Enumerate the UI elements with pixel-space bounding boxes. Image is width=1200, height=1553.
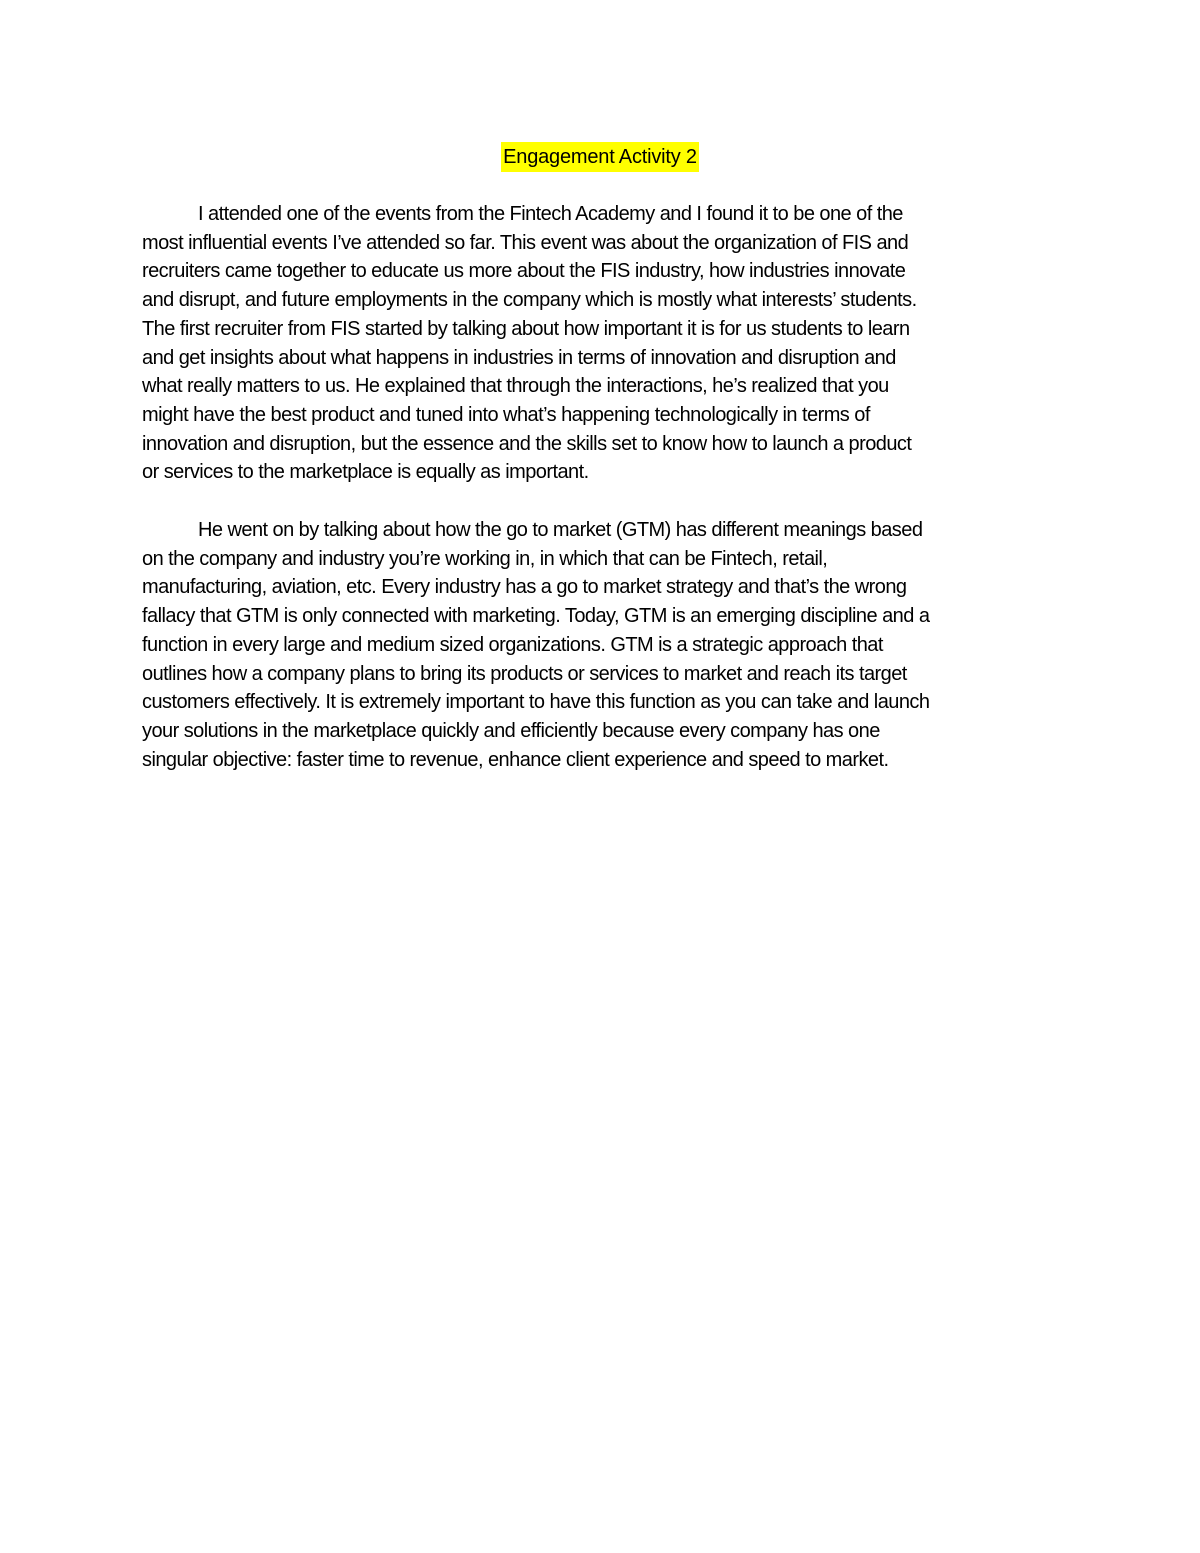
paragraph-line: recruiters came together to educate us more about the FIS industry, how industries innovate (142, 260, 906, 283)
paragraph-line: innovation and disruption, but the essence and the skills set to know how to launch a product (142, 432, 912, 455)
paragraph-line: He went on by talking about how the go to market (GTM) has different meanings based (198, 519, 923, 541)
paragraph-line: and disrupt, and future employments in the company which is mostly what interests’ students. (142, 289, 917, 312)
paragraph-line: your solutions in the marketplace quickly and efficiently because every company has one (142, 719, 880, 742)
paragraph-line: outlines how a company plans to bring its products or services to market and reach its target (142, 662, 907, 685)
title-container (0, 142, 1200, 172)
paragraph-line: customers effectively. It is extremely important to have this function as you can take and launch (142, 691, 930, 714)
paragraph-line: and get insights about what happens in industries in terms of innovation and disruption and (142, 346, 896, 369)
paragraph-line: The first recruiter from FIS started by talking about how important it is for us students to learn (142, 317, 910, 340)
paragraph-line: might have the best product and tuned into what’s happening technologically in terms of (142, 403, 870, 426)
paragraph-line: singular objective: faster time to revenue, enhance client experience and speed to market. (142, 748, 889, 771)
paragraph-line: what really matters to us. He explained that through the interactions, he’s realized that you (142, 375, 889, 398)
paragraph-line: on the company and industry you’re working in, in which that can be Fintech, retail, (142, 547, 828, 570)
paragraph-line: or services to the marketplace is equally as important. (142, 461, 589, 484)
paragraph-1 (142, 200, 1062, 487)
paragraph-2 (142, 516, 1062, 774)
paragraph-line: manufacturing, aviation, etc. Every industry has a go to market strategy and that’s the wrong (142, 576, 907, 599)
paragraph-line: I attended one of the events from the Fintech Academy and I found it to be one of the (198, 203, 903, 225)
paragraph-line: function in every large and medium sized organizations. GTM is a strategic approach that (142, 633, 883, 656)
document-title: Engagement Activity 2 (501, 142, 699, 172)
paragraph-line: most influential events I’ve attended so far. This event was about the organization of FIS and (142, 231, 909, 254)
paragraph-line: fallacy that GTM is only connected with marketing. Today, GTM is an emerging discipline and a (142, 605, 930, 628)
